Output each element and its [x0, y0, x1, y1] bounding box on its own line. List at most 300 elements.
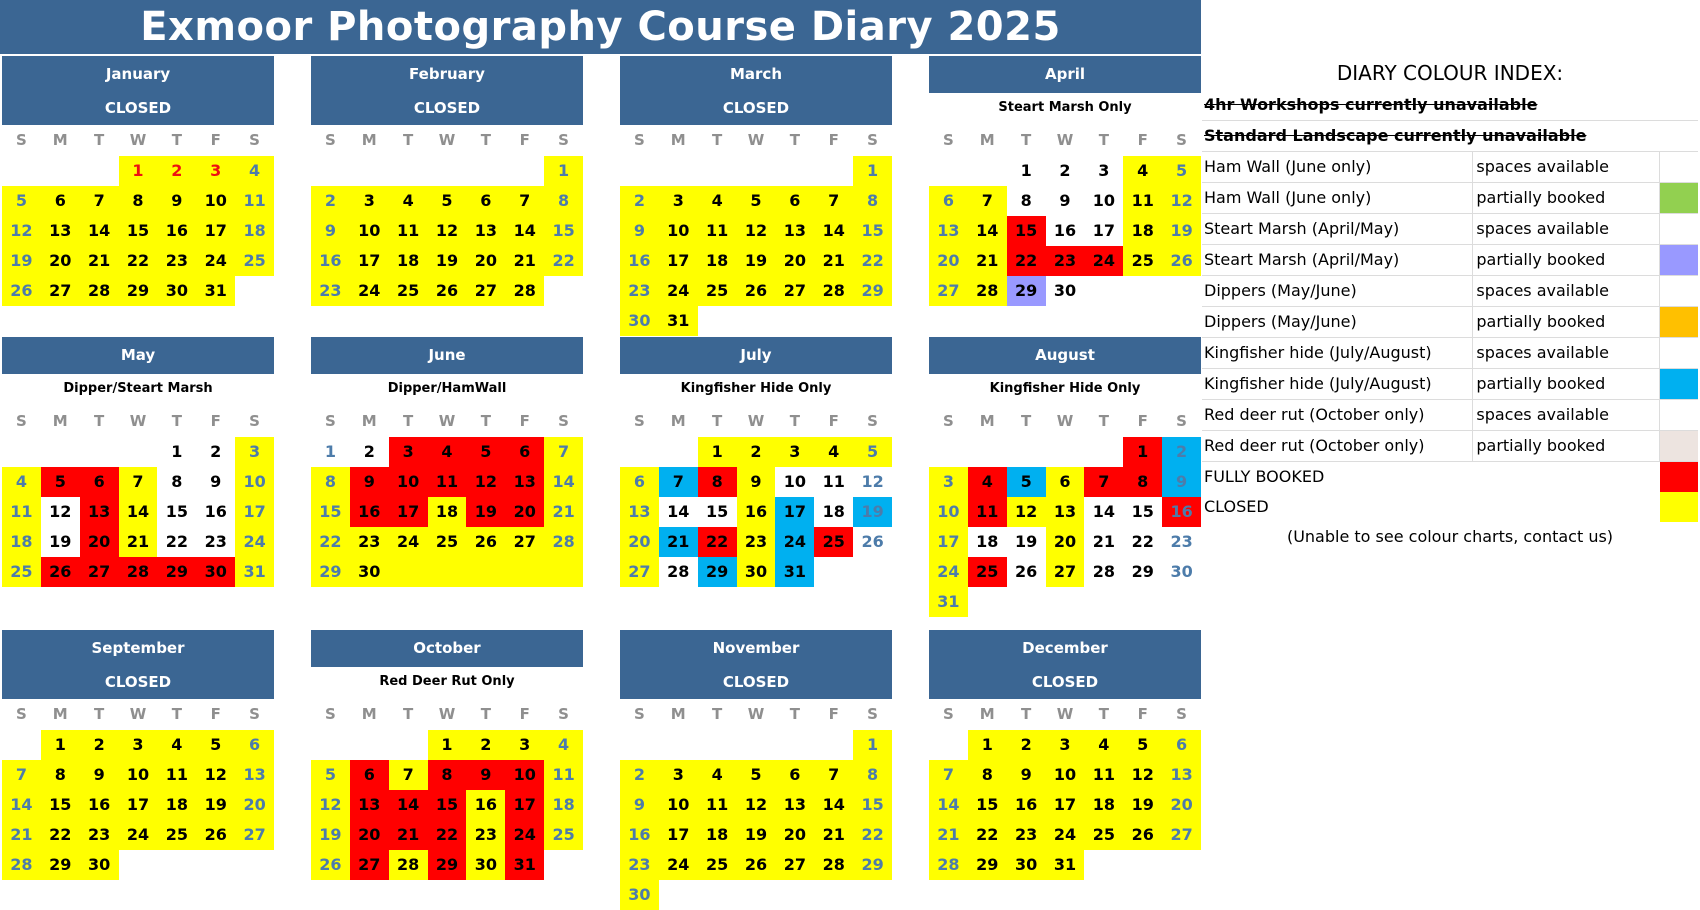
day-cell: 23 — [1170, 532, 1193, 551]
month-name: April — [929, 56, 1201, 93]
weekday-label: W — [438, 131, 456, 149]
day-cell: 9 — [620, 790, 659, 820]
day-cell: 5 — [1162, 156, 1201, 186]
empty-cell — [737, 880, 776, 910]
day-cell: 2 — [466, 730, 505, 760]
day-cell: 23 — [620, 850, 659, 880]
day-cell: 22 — [311, 527, 350, 557]
weekday-label: S — [943, 412, 954, 430]
day-cell: 23 — [620, 276, 659, 306]
day-cell: 23 — [204, 532, 227, 551]
day-cell: 17 — [659, 820, 698, 850]
day-cell: 21 — [505, 246, 544, 276]
week-row — [311, 437, 583, 467]
day-cell: 30 — [737, 557, 776, 587]
day-cell: 13 — [41, 216, 80, 246]
day-cell: 30 — [350, 557, 389, 587]
week-row — [929, 850, 1201, 880]
empty-cell — [775, 730, 814, 760]
legend-row-status — [1202, 492, 1698, 522]
day-cell: 29 — [853, 276, 892, 306]
weekday-label: S — [16, 412, 27, 430]
day-cell: 18 — [544, 790, 583, 820]
weekday-label: W — [1056, 705, 1074, 723]
day-cell: 4 — [389, 186, 428, 216]
day-cell: 18 — [428, 497, 467, 527]
day-cell: 21 — [80, 246, 119, 276]
week-row — [620, 820, 892, 850]
day-cell: 18 — [822, 502, 845, 521]
day-cell: 31 — [929, 587, 968, 617]
legend-swatch — [1660, 214, 1698, 244]
day-cell: 29 — [157, 557, 196, 587]
day-cell: 26 — [737, 276, 776, 306]
legend-row-location — [1202, 400, 1698, 431]
weekday-label: F — [519, 412, 530, 430]
day-cell: 23 — [1046, 246, 1085, 276]
weekday-label: T — [1098, 412, 1109, 430]
day-cell: 10 — [659, 790, 698, 820]
empty-cell — [968, 587, 1007, 617]
legend-swatch — [1660, 369, 1698, 399]
week-row — [620, 557, 892, 587]
empty-cell — [1123, 850, 1162, 880]
weekday-label: S — [867, 131, 878, 149]
empty-cell — [659, 437, 698, 467]
month-february — [311, 56, 583, 306]
day-cell: 22 — [544, 246, 583, 276]
weekday-label: M — [52, 412, 68, 430]
day-cell: 21 — [389, 820, 428, 850]
day-cell: 27 — [1162, 820, 1201, 850]
empty-cell — [698, 880, 737, 910]
day-cell: 18 — [235, 216, 274, 246]
day-cell: 26 — [2, 276, 41, 306]
weekday-label: T — [1098, 705, 1109, 723]
day-cell: 9 — [311, 216, 350, 246]
day-cell: 1 — [1123, 437, 1162, 467]
empty-cell — [968, 437, 1007, 467]
weekday-label: S — [249, 412, 260, 430]
empty-cell — [737, 306, 776, 336]
day-cell: 17 — [235, 497, 274, 527]
day-cell: 15 — [544, 216, 583, 246]
day-cell: 25 — [389, 276, 428, 306]
day-cell: 22 — [853, 246, 892, 276]
legend-swatch — [1660, 492, 1698, 522]
day-cell: 24 — [659, 276, 698, 306]
day-cell: 8 — [1020, 191, 1032, 210]
day-cell: 3 — [775, 437, 814, 467]
day-cell: 29 — [853, 850, 892, 880]
day-cell: 15 — [428, 790, 467, 820]
day-cell: 18 — [157, 790, 196, 820]
weekday-label: M — [670, 131, 686, 149]
weekday-label: M — [52, 705, 68, 723]
day-cell: 20 — [1046, 527, 1085, 557]
day-cell: 19 — [1015, 532, 1038, 551]
day-cell: 13 — [929, 216, 968, 246]
day-cell: 28 — [667, 562, 690, 581]
legend-status: spaces available — [1473, 152, 1660, 182]
month-subtitle: CLOSED — [620, 667, 892, 699]
legend-row-location — [1202, 214, 1698, 245]
empty-cell — [235, 276, 274, 306]
week-row — [929, 497, 1201, 527]
month-subtitle: CLOSED — [2, 93, 274, 125]
legend-row-location — [1202, 245, 1698, 276]
day-cell: 5 — [737, 186, 776, 216]
day-cell: 9 — [350, 467, 389, 497]
legend-status: partially booked — [1473, 245, 1660, 275]
day-cell: 25 — [1123, 246, 1162, 276]
empty-cell — [620, 437, 659, 467]
day-cell: 12 — [1162, 186, 1201, 216]
weekday-label: M — [670, 412, 686, 430]
month-name: December — [929, 630, 1201, 667]
day-cell: 8 — [1123, 467, 1162, 497]
day-cell: 13 — [505, 467, 544, 497]
weekday-label: W — [129, 131, 147, 149]
week-row — [311, 790, 583, 820]
day-cell: 15 — [968, 790, 1007, 820]
day-cell: 8 — [968, 760, 1007, 790]
day-cell: 26 — [311, 850, 350, 880]
weekday-label: M — [979, 131, 995, 149]
weekday-label: M — [979, 705, 995, 723]
day-cell: 23 — [311, 276, 350, 306]
weekday-label: W — [1056, 412, 1074, 430]
weekday-label: T — [789, 705, 800, 723]
weekday-label: S — [1176, 131, 1187, 149]
day-cell: 6 — [505, 437, 544, 467]
day-cell: 29 — [968, 850, 1007, 880]
weekday-label: T — [712, 705, 723, 723]
week-row — [620, 186, 892, 216]
week-row — [929, 467, 1201, 497]
month-subtitle: Steart Marsh Only — [929, 93, 1201, 125]
day-cell: 15 — [1007, 216, 1046, 246]
legend-location: Steart Marsh (April/May) — [1202, 245, 1473, 275]
day-cell: 9 — [210, 472, 222, 491]
day-cell: 3 — [1046, 730, 1085, 760]
week-row — [311, 246, 583, 276]
day-cell: 1 — [41, 730, 80, 760]
month-name: July — [620, 337, 892, 374]
day-cell: 28 — [814, 276, 853, 306]
day-cell: 13 — [466, 216, 505, 246]
empty-cell — [775, 880, 814, 910]
day-cell: 28 — [80, 276, 119, 306]
weekday-label: F — [210, 412, 221, 430]
empty-cell — [428, 156, 467, 186]
weekday-label: W — [438, 705, 456, 723]
day-cell: 25 — [968, 557, 1007, 587]
month-subtitle: CLOSED — [311, 93, 583, 125]
month-december — [929, 630, 1201, 880]
day-cell: 27 — [350, 850, 389, 880]
day-cell: 24 — [659, 850, 698, 880]
month-september — [2, 630, 274, 880]
day-cell: 28 — [389, 850, 428, 880]
empty-cell — [929, 730, 968, 760]
empty-cell — [929, 437, 968, 467]
day-cell: 30 — [466, 850, 505, 880]
week-row — [311, 730, 583, 760]
day-cell: 2 — [363, 442, 375, 461]
day-cell: 27 — [41, 276, 80, 306]
day-cell: 3 — [659, 186, 698, 216]
week-row — [929, 730, 1201, 760]
day-cell: 30 — [157, 276, 196, 306]
day-cell: 25 — [698, 850, 737, 880]
day-cell: 15 — [165, 502, 188, 521]
day-cell: 3 — [119, 730, 158, 760]
legend-status: spaces available — [1473, 276, 1660, 306]
empty-cell — [814, 557, 853, 587]
day-cell: 7 — [968, 186, 1007, 216]
day-cell: 24 — [350, 276, 389, 306]
empty-cell — [968, 156, 1007, 186]
day-cell: 11 — [389, 216, 428, 246]
week-row — [929, 790, 1201, 820]
empty-cell — [814, 306, 853, 336]
legend-swatch — [1660, 431, 1698, 461]
empty-cell — [41, 156, 80, 186]
day-cell: 22 — [968, 820, 1007, 850]
day-cell: 25 — [2, 557, 41, 587]
day-cell: 28 — [505, 276, 544, 306]
legend-location: Kingfisher hide (July/August) — [1202, 338, 1473, 368]
day-cell: 4 — [157, 730, 196, 760]
day-cell: 3 — [1098, 161, 1110, 180]
day-cell: 18 — [698, 246, 737, 276]
day-cell: 29 — [1007, 276, 1046, 306]
empty-cell — [544, 850, 583, 880]
day-cell: 23 — [350, 527, 389, 557]
legend-status: partially booked — [1473, 183, 1660, 213]
day-cell: 17 — [196, 216, 235, 246]
weekday-label: S — [558, 131, 569, 149]
day-cell: 1 — [171, 442, 183, 461]
day-cell: 24 — [389, 527, 428, 557]
week-row — [929, 527, 1201, 557]
day-cell: 12 — [466, 467, 505, 497]
weekday-label: M — [670, 705, 686, 723]
day-cell: 14 — [1092, 502, 1115, 521]
weekday-header — [929, 406, 1201, 437]
day-cell: 30 — [620, 306, 659, 336]
legend-row-location — [1202, 369, 1698, 400]
day-cell: 6 — [1046, 467, 1085, 497]
day-cell: 18 — [976, 532, 999, 551]
day-cell: 8 — [853, 760, 892, 790]
day-cell: 27 — [80, 557, 119, 587]
day-cell: 11 — [428, 467, 467, 497]
day-cell: 1 — [544, 156, 583, 186]
legend-contact-note: (Unable to see colour charts, contact us) — [1286, 527, 1614, 546]
week-row — [620, 306, 892, 336]
month-name: May — [2, 337, 274, 374]
empty-cell — [698, 730, 737, 760]
day-cell: 20 — [350, 820, 389, 850]
day-cell: 2 — [1007, 730, 1046, 760]
day-cell: 19 — [49, 532, 72, 551]
day-cell: 2 — [311, 186, 350, 216]
weekday-label: T — [94, 412, 105, 430]
week-row — [311, 850, 583, 880]
legend-status: spaces available — [1473, 338, 1660, 368]
day-cell: 12 — [428, 216, 467, 246]
weekday-label: S — [16, 705, 27, 723]
weekday-label: W — [1056, 131, 1074, 149]
day-cell: 3 — [235, 437, 274, 467]
day-cell: 24 — [1046, 820, 1085, 850]
month-june — [311, 337, 583, 587]
month-subtitle: Kingfisher Hide Only — [620, 374, 892, 406]
day-cell: 15 — [1131, 502, 1154, 521]
day-cell: 28 — [119, 557, 158, 587]
day-cell: 2 — [210, 442, 222, 461]
week-row — [2, 467, 274, 497]
day-cell: 20 — [929, 246, 968, 276]
day-cell: 26 — [196, 820, 235, 850]
day-cell: 21 — [814, 246, 853, 276]
month-october — [311, 630, 583, 880]
day-cell: 13 — [1046, 497, 1085, 527]
day-cell: 14 — [667, 502, 690, 521]
legend-swatch — [1660, 307, 1698, 337]
month-name: June — [311, 337, 583, 374]
day-cell: 9 — [157, 186, 196, 216]
month-july — [620, 337, 892, 587]
day-cell: 20 — [41, 246, 80, 276]
empty-cell — [659, 880, 698, 910]
empty-cell — [196, 850, 235, 880]
day-cell: 3 — [659, 760, 698, 790]
day-cell: 6 — [466, 186, 505, 216]
day-cell: 13 — [235, 760, 274, 790]
day-cell: 28 — [544, 527, 583, 557]
weekday-label: W — [129, 705, 147, 723]
day-cell: 10 — [783, 472, 806, 491]
empty-cell — [1123, 276, 1162, 306]
weekday-label: T — [1021, 705, 1032, 723]
day-cell: 3 — [929, 467, 968, 497]
day-cell: 4 — [814, 437, 853, 467]
day-cell: 4 — [428, 437, 467, 467]
day-cell: 9 — [737, 467, 776, 497]
day-cell: 5 — [41, 467, 80, 497]
weekday-label: S — [943, 131, 954, 149]
week-row — [929, 820, 1201, 850]
day-cell: 22 — [853, 820, 892, 850]
day-cell: 28 — [968, 276, 1007, 306]
day-cell: 15 — [119, 216, 158, 246]
weekday-label: S — [249, 131, 260, 149]
week-row — [620, 246, 892, 276]
day-cell: 17 — [775, 497, 814, 527]
empty-cell — [814, 880, 853, 910]
weekday-label: S — [16, 131, 27, 149]
empty-cell — [466, 156, 505, 186]
weekday-header — [311, 125, 583, 156]
day-cell: 17 — [1092, 221, 1115, 240]
legend-swatch — [1660, 245, 1698, 275]
empty-cell — [775, 306, 814, 336]
empty-cell — [544, 557, 583, 587]
day-cell: 20 — [466, 246, 505, 276]
day-cell: 6 — [1162, 730, 1201, 760]
day-cell: 1 — [853, 156, 892, 186]
day-cell: 2 — [157, 156, 196, 186]
legend-row-location — [1202, 152, 1698, 183]
weekday-header — [620, 699, 892, 730]
day-cell: 23 — [737, 527, 776, 557]
day-cell: 13 — [620, 497, 659, 527]
day-cell: 30 — [1170, 562, 1193, 581]
week-row — [2, 437, 274, 467]
day-cell: 13 — [80, 497, 119, 527]
week-row — [929, 216, 1201, 246]
week-row — [929, 276, 1201, 306]
day-cell: 11 — [157, 760, 196, 790]
day-cell: 22 — [1131, 532, 1154, 551]
empty-cell — [41, 437, 80, 467]
legend-row-location — [1202, 276, 1698, 307]
day-cell: 19 — [1123, 790, 1162, 820]
day-cell: 26 — [1162, 246, 1201, 276]
day-cell: 11 — [822, 472, 845, 491]
legend-status: spaces available — [1473, 400, 1660, 430]
week-row — [620, 467, 892, 497]
weekday-label: T — [403, 131, 414, 149]
legend-row-unavailable — [1202, 121, 1698, 152]
empty-cell — [311, 156, 350, 186]
weekday-label: W — [747, 131, 765, 149]
day-cell: 26 — [737, 850, 776, 880]
day-cell: 24 — [775, 527, 814, 557]
day-cell: 5 — [1123, 730, 1162, 760]
day-cell: 26 — [861, 532, 884, 551]
day-cell: 4 — [1084, 730, 1123, 760]
empty-cell — [775, 156, 814, 186]
day-cell: 6 — [775, 186, 814, 216]
week-row — [2, 156, 274, 186]
weekday-label: W — [747, 705, 765, 723]
day-cell: 21 — [1092, 532, 1115, 551]
day-cell: 24 — [505, 820, 544, 850]
day-cell: 1 — [968, 730, 1007, 760]
legend-location: Steart Marsh (April/May) — [1202, 214, 1473, 244]
legend-rows — [1202, 90, 1698, 522]
legend-location: Dippers (May/June) — [1202, 307, 1473, 337]
week-row — [929, 760, 1201, 790]
day-cell: 24 — [1084, 246, 1123, 276]
day-cell: 14 — [389, 790, 428, 820]
month-name: October — [311, 630, 583, 667]
legend-row-location — [1202, 338, 1698, 369]
day-cell: 13 — [1162, 760, 1201, 790]
weekday-label: F — [828, 705, 839, 723]
day-cell: 19 — [196, 790, 235, 820]
weekday-header — [620, 125, 892, 156]
day-cell: 25 — [428, 527, 467, 557]
empty-cell — [853, 306, 892, 336]
legend-location: Red deer rut (October only) — [1202, 431, 1473, 461]
weekday-header — [620, 406, 892, 437]
day-cell: 31 — [235, 557, 274, 587]
